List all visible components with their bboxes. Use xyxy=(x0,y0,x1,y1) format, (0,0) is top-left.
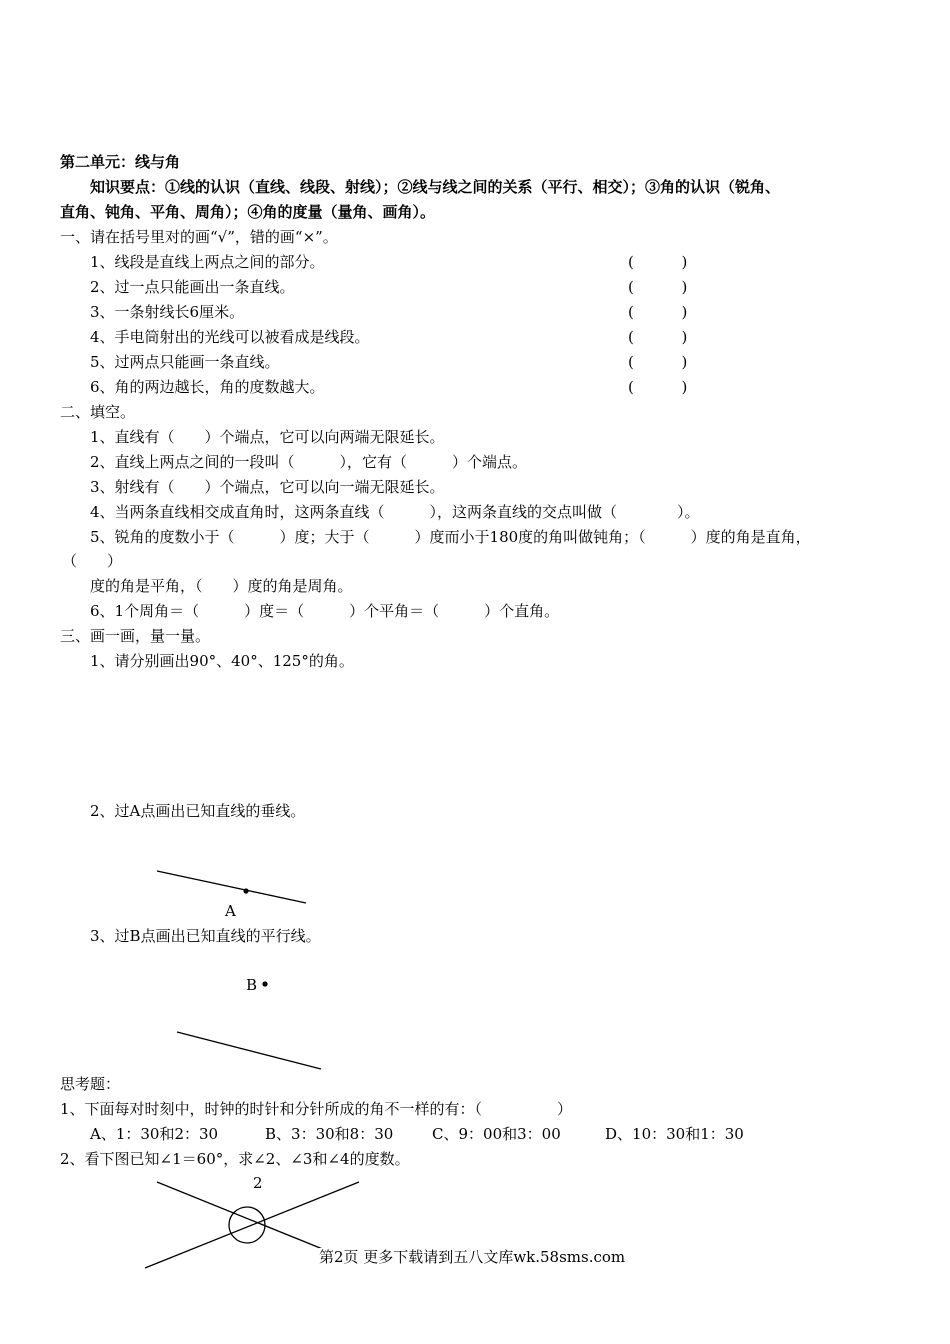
point-a-label: A xyxy=(225,902,236,920)
section-3-item-1: 1、请分别画出90°、40°、125°的角。 xyxy=(90,652,354,670)
section-1-item: 1、线段是直线上两点之间的部分。 xyxy=(90,253,325,271)
section-2-item-wrap: （ ） xyxy=(62,552,123,570)
option-c: C、9：00和3：00 xyxy=(432,1125,561,1143)
key-points-line-1: 知识要点：①线的认识（直线、线段、射线）；②线与线之间的关系（平行、相交）；③角的认识（锐角、 xyxy=(90,178,781,196)
option-a: A、1：30和2：30 xyxy=(90,1125,219,1143)
thinking-question-1: 1、下面每对时刻中，时钟的时针和分针所成的角不一样的有：（ ） xyxy=(60,1100,573,1118)
line-1 xyxy=(157,1182,330,1252)
answer-paren: ( ) xyxy=(628,278,688,296)
given-line-a xyxy=(157,871,306,903)
perpendicular-figure xyxy=(157,871,306,903)
section-2-item: 度的角是平角，（ ）度的角是周角。 xyxy=(90,577,353,595)
point-b-dot xyxy=(262,981,267,986)
section-2-item: 2、直线上两点之间的一段叫（ ），它有（ ）个端点。 xyxy=(90,453,528,471)
answer-paren: ( ) xyxy=(628,303,688,321)
section-1-item: 5、过两点只能画一条直线。 xyxy=(90,353,280,371)
section-3-title: 三、画一画，量一量。 xyxy=(60,627,211,645)
section-2-item: 6、1个周角＝（ ）度＝（ ）个平角＝（ ）个直角。 xyxy=(90,602,560,620)
section-1-item: 4、手电筒射出的光线可以被看成是线段。 xyxy=(90,328,370,346)
point-b-label: B xyxy=(246,976,258,994)
section-2-item: 5、锐角的度数小于（ ）度；大于（ ）度而小于180度的角叫做钝角；（ ）度的角是直角， xyxy=(90,528,811,546)
key-points-line-2: 直角、钝角、平角、周角）；④角的度量（量角、画角）。 xyxy=(60,203,436,221)
section-2-item: 1、直线有（ ）个端点，它可以向两端无限延长。 xyxy=(90,428,445,446)
section-3-item-3: 3、过B点画出已知直线的平行线。 xyxy=(90,927,321,945)
answer-paren: ( ) xyxy=(628,353,688,371)
angle-circle xyxy=(229,1207,265,1243)
answer-paren: ( ) xyxy=(628,328,688,346)
section-3-item-2: 2、过A点画出已知直线的垂线。 xyxy=(90,802,306,820)
option-b: B、3：30和8：30 xyxy=(265,1125,394,1143)
thinking-question-2: 2、看下图已知∠1＝60°，求∠2、∠3和∠4的度数。 xyxy=(60,1150,410,1168)
section-2-item: 4、当两条直线相交成直角时，这两条直线（ ），这两条直线的交点叫做（ ）。 xyxy=(90,503,700,521)
unit-title: 第二单元：线与角 xyxy=(60,153,181,171)
section-1-item: 3、一条射线长6厘米。 xyxy=(90,303,245,321)
section-2-title: 二、填空。 xyxy=(60,403,136,421)
section-1-title: 一、请在括号里对的画“√”，错的画“×”。 xyxy=(60,228,338,246)
footer: 第2页 更多下载请到五八文库wk.58sms.com xyxy=(319,1248,626,1266)
given-line-b xyxy=(177,1032,321,1069)
parallel-figure xyxy=(177,981,321,1069)
answer-paren: ( ) xyxy=(628,253,688,271)
point-a-dot xyxy=(243,888,248,893)
section-1-item: 2、过一点只能画出一条直线。 xyxy=(90,278,295,296)
answer-paren: ( ) xyxy=(628,378,688,396)
section-2-item: 3、射线有（ ）个端点，它可以向一端无限延长。 xyxy=(90,478,445,496)
angle-2-label: 2 xyxy=(253,1174,263,1192)
section-1-item: 6、角的两边越长，角的度数越大。 xyxy=(90,378,325,396)
option-d: D、10：30和1：30 xyxy=(605,1125,744,1143)
thinking-title: 思考题： xyxy=(60,1075,121,1093)
